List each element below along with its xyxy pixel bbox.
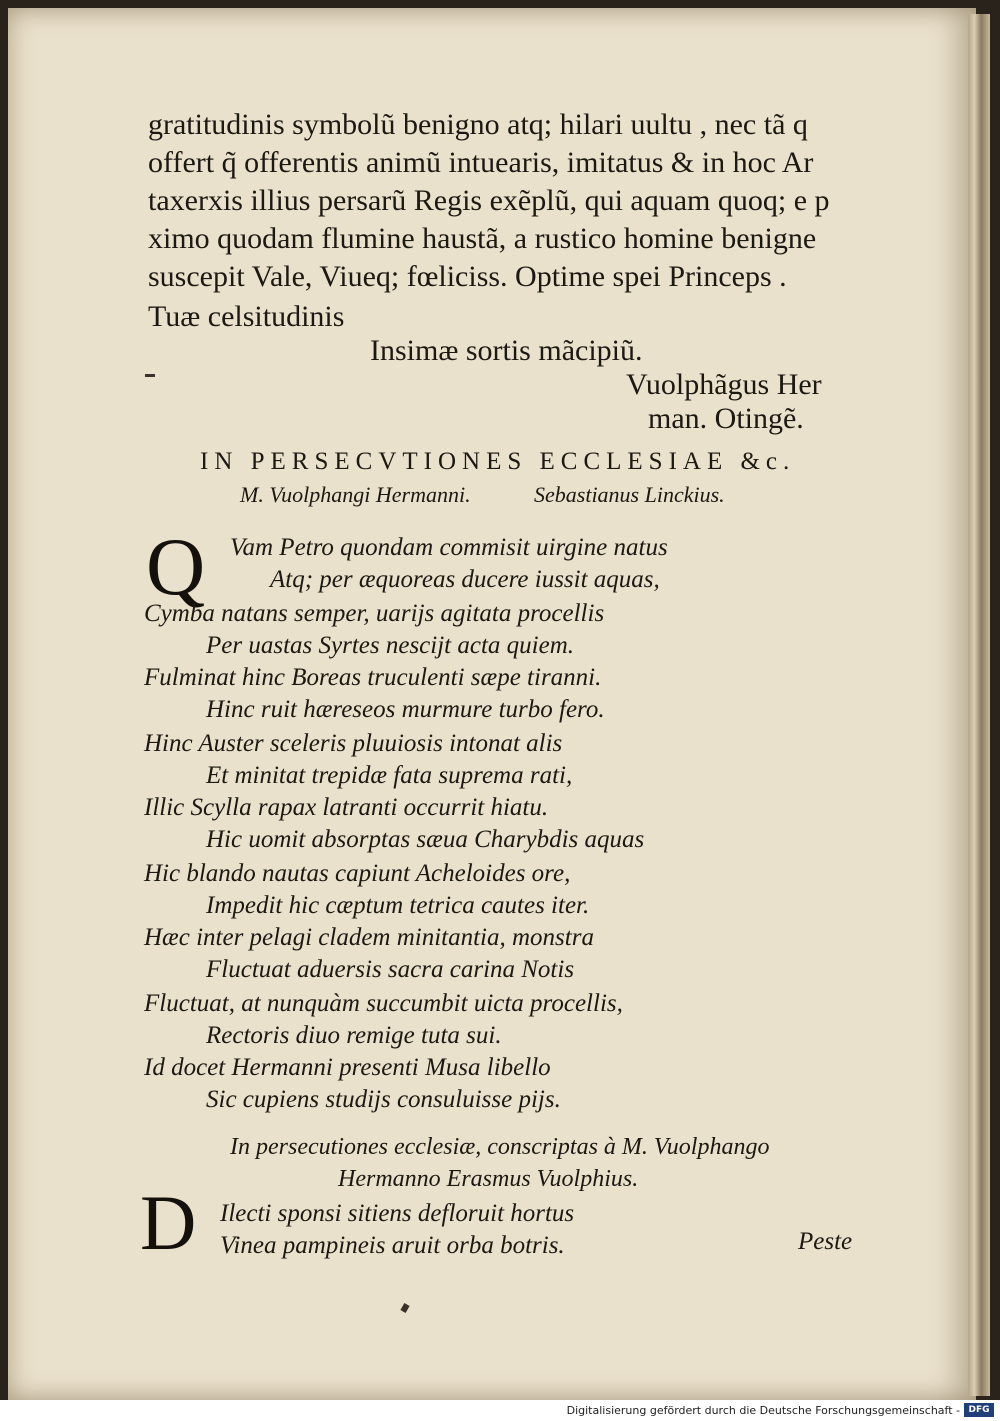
verse-line: Illic Scylla rapax latranti occurrit hiatu.	[144, 794, 549, 821]
verse-line: Atq; per æquoreas ducere iussit aquas,	[270, 566, 660, 593]
verse-line: Ilecti sponsi sitiens defloruit hortus	[220, 1200, 575, 1227]
servant-line: Insimæ sortis mãcipiũ.	[370, 334, 643, 367]
page-edge	[968, 14, 990, 1396]
verse-line: Vinea pampineis aruit orba botris.	[220, 1232, 565, 1259]
prose-line-2: offert q̃ offerentis animũ intuearis, imitatus & in hoc Ar	[148, 146, 814, 179]
verse-line: Hic uomit absorptas sæua Charybdis aquas	[206, 826, 645, 853]
verse-line: Hinc ruit hæreseos murmure turbo fero.	[206, 696, 605, 723]
closing-salutation: Tuæ celsitudinis	[148, 300, 345, 333]
author-line-1: Vuolphãgus Her	[626, 368, 822, 401]
verse-line: Hinc Auster sceleris pluuiosis intonat alis	[144, 730, 563, 757]
verse-line: Vam Petro quondam commisit uirgine natus	[230, 534, 668, 561]
ink-mark	[145, 374, 155, 377]
poem2-heading-line-1: In persecutiones ecclesiæ, conscriptas à M. Vuolphango	[230, 1134, 770, 1160]
poem1-poet: Sebastianus Linckius.	[534, 482, 725, 507]
prose-line-4: ximo quodam flumine haustã, a rustico homine benigne	[148, 222, 817, 255]
poem1-dropcap: Q	[146, 521, 206, 612]
verse-line: Sic cupiens studijs consuluisse pijs.	[206, 1086, 561, 1113]
verse-line: Hic blando nautas capiunt Acheloides ore,	[144, 860, 571, 887]
book-page	[8, 8, 976, 1400]
verse-line: Fluctuat, at nunquàm succumbit uicta procellis,	[144, 990, 623, 1017]
poem2-dropcap: D	[140, 1179, 197, 1266]
ink-mark	[400, 1303, 409, 1313]
verse-line: Impedit hic cæptum tetrica cautes iter.	[206, 892, 590, 919]
verse-line: Et minitat trepidæ fata suprema rati,	[206, 762, 573, 789]
verse-line: Cymba natans semper, uarijs agitata procellis	[144, 600, 605, 627]
prose-line-1: gratitudinis symbolũ benigno atq; hilari uultu , nec tã q	[148, 108, 808, 141]
footer-bar	[0, 1400, 1000, 1421]
verse-line: Per uastas Syrtes nescijt acta quiem.	[206, 632, 574, 659]
author-line-2: man. Otingẽ.	[648, 402, 804, 435]
verse-line: Fulminat hinc Boreas truculenti sæpe tiranni.	[144, 664, 602, 691]
prose-line-3: taxerxis illius persarũ Regis exẽplũ, qui aquam quoq; e p	[148, 184, 830, 217]
verse-line: Id docet Hermanni presenti Musa libello	[144, 1054, 551, 1081]
verse-line: Fluctuat aduersis sacra carina Notis	[206, 956, 575, 983]
verse-line: Hæc inter pelagi cladem minitantia, monstra	[144, 924, 594, 951]
poem1-author: M. Vuolphangi Hermanni.	[240, 482, 471, 507]
dfg-logo: DFG	[964, 1403, 994, 1417]
footer-credit: Digitalisierung gefördert durch die Deutsche Forschungsgemeinschaft -	[566, 1404, 960, 1417]
prose-line-5: suscepit Vale, Viueq; fœliciss. Optime spei Princeps .	[148, 260, 787, 293]
verse-line: Rectoris diuo remige tuta sui.	[206, 1022, 502, 1049]
poem1-heading: IN PERSECVTIONES ECCLESIAE &c.	[200, 448, 796, 475]
catchword: Peste	[798, 1228, 853, 1255]
poem2-heading-line-2: Hermanno Erasmus Vuolphius.	[338, 1166, 639, 1192]
